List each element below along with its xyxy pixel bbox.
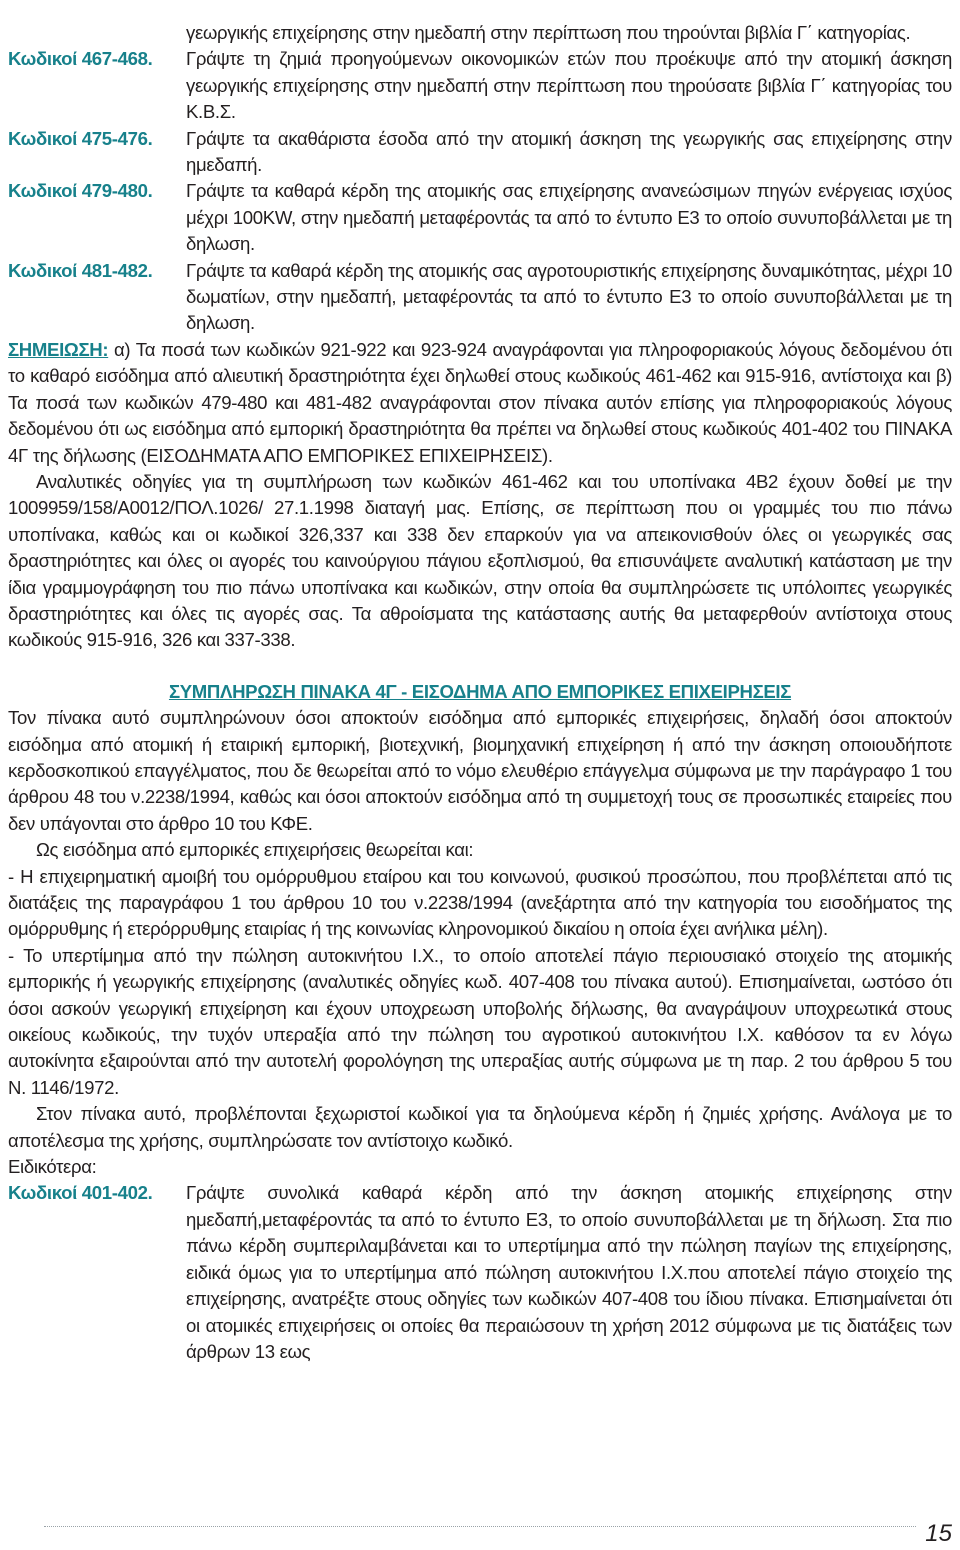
document-page (8, 20, 952, 1365)
income-item: - Το υπερτίμημα από την πώληση αυτοκινήτου Ι.Χ., το οποίο αποτελεί πάγιο περιουσιακό στοιχείο της ατομικής εμπορικής ή γεωργικής επιχείρησης (αναλυτικές οδηγίες κωδ. 407-408 του πίνακα αυτού). Επισημαίνεται, ωστόσο ότι όσοι ασκούν γεωργική επιχείρηση και έχουν υποχρεωση υποβολής δήλωσης, θα αναγράψουν υποχρεωτικά στους οικείους κωδικούς, την τυχόν υπεραξία από την πώληση του αγροτικού αυτοκινήτου Ι.Χ. καθόσον τα εν λόγω αυτοκίνητα εξαιρούνται από την αυτοτελή φορολόγηση της υπεραξίας αυτής σύμφωνα με τη παρ. 2 του άρθρου 5 του Ν. 1146/1972. (8, 944, 952, 1098)
code-label: Κωδικοί 467-468. (8, 48, 153, 70)
code-label: Κωδικοί 481-482. (8, 259, 153, 281)
code-label: Κωδικοί 475-476. (8, 127, 153, 149)
code-entry-401-402 (8, 1180, 952, 1365)
note-heading: ΣΗΜΕΙΩΣΗ: (8, 338, 109, 360)
separate-codes-paragraph: Στον πίνακα αυτό, προβλέπονται ξεχωριστοί κωδικοί για τα δηλούμενα κέρδη ή ζημιές χρήσης. Ανάλογα με το αποτέλεσμα της χρήσης, συμπληρώσατε τον αντίστοιχο κωδικό. (8, 1103, 952, 1151)
section-title: ΣΥΜΠΛΗΡΩΣΗ ΠΙΝΑΚΑ 4Γ - ΕΙΣΟΔΗΜΑ ΑΠΟ ΕΜΠΟΡΙΚΕΣ ΕΠΙΧΕΙΡΗΣΕΙΣ (168, 680, 792, 702)
codes-list-top (8, 20, 952, 337)
code-entry (8, 126, 952, 179)
code-description: Γράψτε τα καθαρά κέρδη της ατομικής σας επιχείρησης ανανεώσιμων πηγών ενέργειας ισχύος μέχρι 100KW, στην ημεδαπή μεταφέροντάς τα από το έντυπο Ε3 το οποίο συνυποβάλλεται με τη δηλωση. (186, 180, 952, 255)
code-label (8, 20, 186, 46)
code-entry (8, 46, 952, 125)
code-label: Κωδικοί 479-480. (8, 180, 153, 202)
code-entry (8, 258, 952, 337)
code-description: γεωργικής επιχείρησης στην ημεδαπή στην περίπτωση που τηρούνται βιβλία Γ΄ κατηγορίας. (186, 22, 911, 43)
specifically-label: Ειδικότερα: (8, 1156, 97, 1178)
code-description: Γράψτε τη ζημιά προηγούμενων οικονομικών ετών που προέκυψε από την ατομική άσκηση γεωργικής επιχείρησης στην ημεδαπή στην περίπτωση που τηρούσατε βιβλία Γ΄ κατηγορίας του Κ.Β.Σ. (186, 48, 952, 123)
income-item: - Η επιχειρηματική αμοιβή του ομόρρυθμου εταίρου και του κοινωνού, φυσικού προσώπου, που προβλέπεται από τις διατάξεις της παραγράφου 1 του άρθρου 10 του ν.2238/1994 (ανεξάρτητα από την κατηγορία του εισοδήματος της ομόρρυθμης ή ετερόρρυθμης εταιρίας ή της κοινωνίας κληρονομικού δικαίου η οποία έχει ανήλικα μέλη). (8, 865, 952, 940)
note-text: α) Τα ποσά των κωδικών 921-922 και 923-924 αναγράφονται για πληροφοριακούς λόγους δεδομένου ότι το καθαρό εισόδημα από αλιευτική δραστηριότητα έχει δηλωθεί στους κωδικούς 461-462 και 915-916, αντίστοιχα και β) Τα ποσά των κωδικών 479-480 και 481-482 αναγράφονται στον πίνακα αυτόν επίσης για πληροφοριακούς λόγους δεδομένου ότι ως εισόδημα από εμπορική δραστηριότητα θα πρέπει να δηλωθεί στους κωδικούς 401-402 του ΠΙΝΑΚΑ 4Γ της δήλωσης (ΕΙΣΟΔΗΜΑΤΑ ΑΠΟ ΕΜΠΟΡΙΚΕΣ ΕΠΙΧΕΙΡΗΣΕΙΣ). (8, 338, 952, 466)
analytic-instructions-paragraph: Αναλυτικές οδηγίες για τη συμπλήρωση των κωδικών 461-462 και του υποπίνακα 4Β2 έχουν δοθεί με την 1009959/158/Α0012/ΠΟΛ.1026/ 27.1.1998 διαταγή μας. Επίσης, σε περίπτωση που οι γραμμές του πιο πάνω υποπίνακα, καθώς και οι κωδικοί 326,337 και 338 δεν επαρκούν για να απεικονισθούν όλες οι γεωργικές σας δραστηριότητες και όλες οι αγορές του καινούργιου πάγιου εξοπλισμού, θα επισυνάψετε αναλυτική κατάσταση με την ίδια γραμμογράφηση του πιο πάνω υποπίνακα και κωδικών, στην οποία θα συμπληρώσετε τις υπόλοιπες γεωργικές δραστηριότητες και όλες τις αγορές σας. Τα αθροίσματα της κατάστασης αυτής θα μεταφερθούν αντίστοιχα στους κωδικούς 915-916, 326 και 337-338. (8, 470, 952, 651)
page-footer (0, 1522, 960, 1550)
code-description: Γράψτε τα καθαρά κέρδη της ατομικής σας αγροτουριστικής επιχείρησης δυναμικότητας, μέχρι 10 δωματίων, στην ημεδαπή, μεταφέροντάς τα από το έντυπο Ε3 το οποίο συνυποβάλλεται με τη δηλωση. (186, 259, 952, 334)
code-entry (8, 20, 952, 46)
code-entry (8, 178, 952, 257)
code-description: Γράψτε συνολικά καθαρά κέρδη από την άσκηση ατομικής επιχείρησης στην ημεδαπή,μεταφέροντάς τα από το έντυπο Ε3, το οποίο συνυποβάλλεται με τη δήλωση. Στα πιο πάνω κέρδη συμπεριλαμβάνεται και το υπερτίμημα από την πώληση παγίων της επιχείρησης, ειδικά όμως για το υπερτίμημα από πώληση αυτοκινήτου Ι.Χ.που αποτελεί πάγιο στοιχείο της επιχείρησης, ανατρέξτε στους οδηγίες των κωδικών 407-408 του ίδιου πίνακα. Επισημαίνεται ότι οι ατομικές επιχειρήσεις οι οποίες θα περαιώσουν τη χρήση 2012 σύμφωνα με τις διατάξεις των άρθρων 13 εως (186, 1182, 952, 1362)
footer-divider (44, 1526, 916, 1527)
code-description: Γράψτε τα ακαθάριστα έσοδα από την ατομική άσκηση της γεωργικής σας επιχείρησης στην ημεδαπή. (186, 127, 952, 176)
code-label: Κωδικοί 401-402. (8, 1182, 153, 1204)
income-intro: Ως εισόδημα από εμπορικές επιχειρήσεις θεωρείται και: (36, 839, 474, 861)
section-intro-paragraph: Τον πίνακα αυτό συμπληρώνουν όσοι αποκτούν εισόδημα από εμπορικές επιχειρήσεις, δηλαδή όσοι αποκτούν εισόδημα από ατομική ή εταιρική εμπορική, βιοτεχνική, βιομηχανική επιχείρηση ή από την άσκηση οποιουδήποτε κερδοσκοπικού επαγγέλματος, που δε θεωρείται από το νόμο ελευθέριο επάγγελμα σύμφωνα με την παράγραφο 1 του άρθρου 48 του ν.2238/1994, καθώς και όσοι αποκτούν εισόδημα από τη συμμετοχή τους σε προσωπικές εταιρείες που δεν υπάγονται στο άρθρο 10 του ΚΦΕ. (8, 707, 952, 834)
page-number: 15 (925, 1520, 952, 1547)
note-paragraph (8, 337, 952, 469)
